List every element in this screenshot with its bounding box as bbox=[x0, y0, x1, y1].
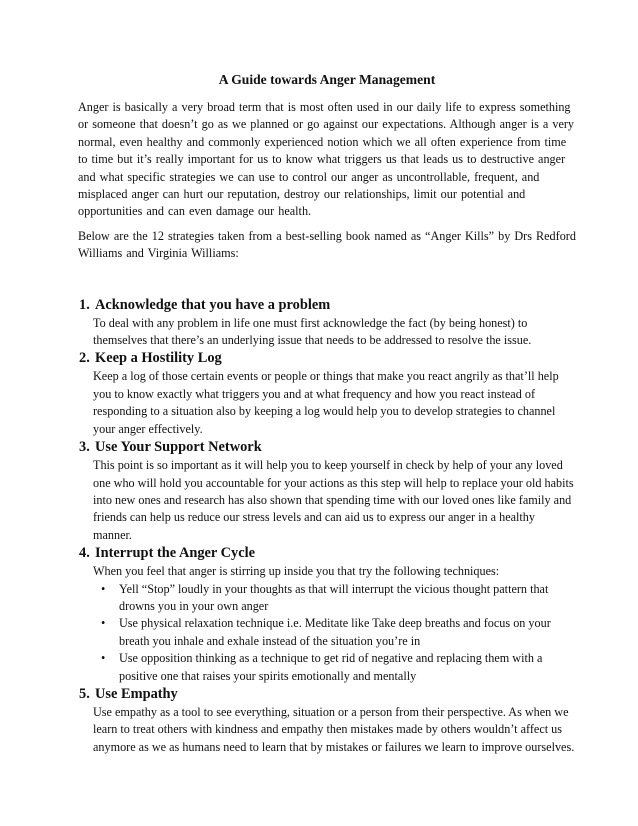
strategy-title: Use Empathy bbox=[95, 685, 178, 702]
strategy-number: 5. bbox=[79, 685, 90, 702]
technique-text: Use physical relaxation technique i.e. Meditate like Take deep breaths and focus on your breath you inhale and exhale instead of the situation you’re in bbox=[119, 616, 551, 648]
section-spacer bbox=[78, 270, 576, 296]
strategy-item bbox=[78, 349, 576, 438]
strategy-body: When you feel that anger is stirring up inside you that try the following techniques: bbox=[93, 564, 500, 579]
strategy-heading bbox=[79, 296, 576, 315]
strategy-body: This point is so important as it will help you to keep yourself in check by help of your any loved one who will hold you accountable for your actions as this step will help to replace your old habits into new ones and research has also shown that spending time with our loved ones like family and friends can help us reduce our stress levels and can aid us to express our anger in a healthy manner. bbox=[93, 458, 574, 542]
strategy-body: Use empathy as a tool to see everything, situation or a person from their perspective. As when we learn to treat others with kindness and empathy then mistakes made by others wouldn’t affect us anymore as we as humans need to learn that by mistakes or failures we learn to improve ourselves. bbox=[93, 704, 575, 754]
technique-text: Use opposition thinking as a technique to get rid of negative and replacing them with a positive one that raises your spirits emotionally and mentally bbox=[119, 651, 543, 683]
strategy-item bbox=[78, 544, 576, 685]
strategy-item bbox=[78, 296, 576, 350]
strategy-title: Interrupt the Anger Cycle bbox=[95, 545, 256, 562]
bullet-icon: • bbox=[101, 581, 106, 596]
bullet-icon: • bbox=[101, 651, 106, 666]
strategy-number: 2. bbox=[79, 350, 90, 367]
strategy-number: 1. bbox=[79, 296, 90, 313]
strategy-body: Keep a log of those certain events or people or things that make you react angrily as that’ll help you to know exactly what triggers you and at what frequency and how you react instead of responding to a situation also by keeping a log would help you to develop strategies to channel your anger effectively. bbox=[93, 369, 559, 436]
strategy-list bbox=[78, 296, 576, 757]
strategy-heading bbox=[79, 685, 576, 704]
bullet-icon: • bbox=[101, 616, 106, 631]
technique-text: Yell “Stop” loudly in your thoughts as that will interrupt the vicious thought pattern that drowns you in your own anger bbox=[119, 581, 549, 613]
strategy-body: To deal with any problem in life one must first acknowledge the fact (by being honest) to themselves that there’s an underlying issue that needs to be addressed to resolve the issue. bbox=[93, 315, 532, 348]
strategy-number: 3. bbox=[79, 439, 90, 456]
intro-paragraph-1: Anger is basically a very broad term that is most often used in our daily life to express something or someone that doesn’t go as we planned or go against our expectations. Although anger is a very normal, even healthy and commonly experienced notion which we all often experience from time to time but it’s really important for us to know what triggers us that leads us to destructive anger and what specific strategies we can use to control our anger as uncontrollable, frequent, and misplaced anger can hurt our reputation, destroy our relationships, limit our potential and opportunities and can even damage our health. bbox=[78, 100, 575, 219]
strategy-heading bbox=[79, 349, 576, 368]
strategy-title: Acknowledge that you have a problem bbox=[95, 296, 331, 313]
document-title: A Guide towards Anger Management bbox=[218, 72, 436, 87]
technique-bullet-list bbox=[78, 581, 576, 685]
strategy-heading bbox=[79, 438, 576, 457]
technique-bullet bbox=[101, 650, 576, 685]
strategy-title: Keep a Hostility Log bbox=[95, 350, 222, 367]
strategy-title: Use Your Support Network bbox=[95, 439, 262, 456]
technique-bullet bbox=[101, 581, 576, 616]
strategy-heading bbox=[79, 544, 576, 563]
strategy-item bbox=[78, 685, 576, 756]
strategy-number: 4. bbox=[79, 545, 90, 562]
strategy-item bbox=[78, 438, 576, 544]
intro-paragraph-2: Below are the 12 strategies taken from a best-selling book named as “Anger Kills” by Drs Redford Williams and Virginia Williams: bbox=[78, 228, 576, 261]
technique-bullet bbox=[101, 615, 576, 650]
